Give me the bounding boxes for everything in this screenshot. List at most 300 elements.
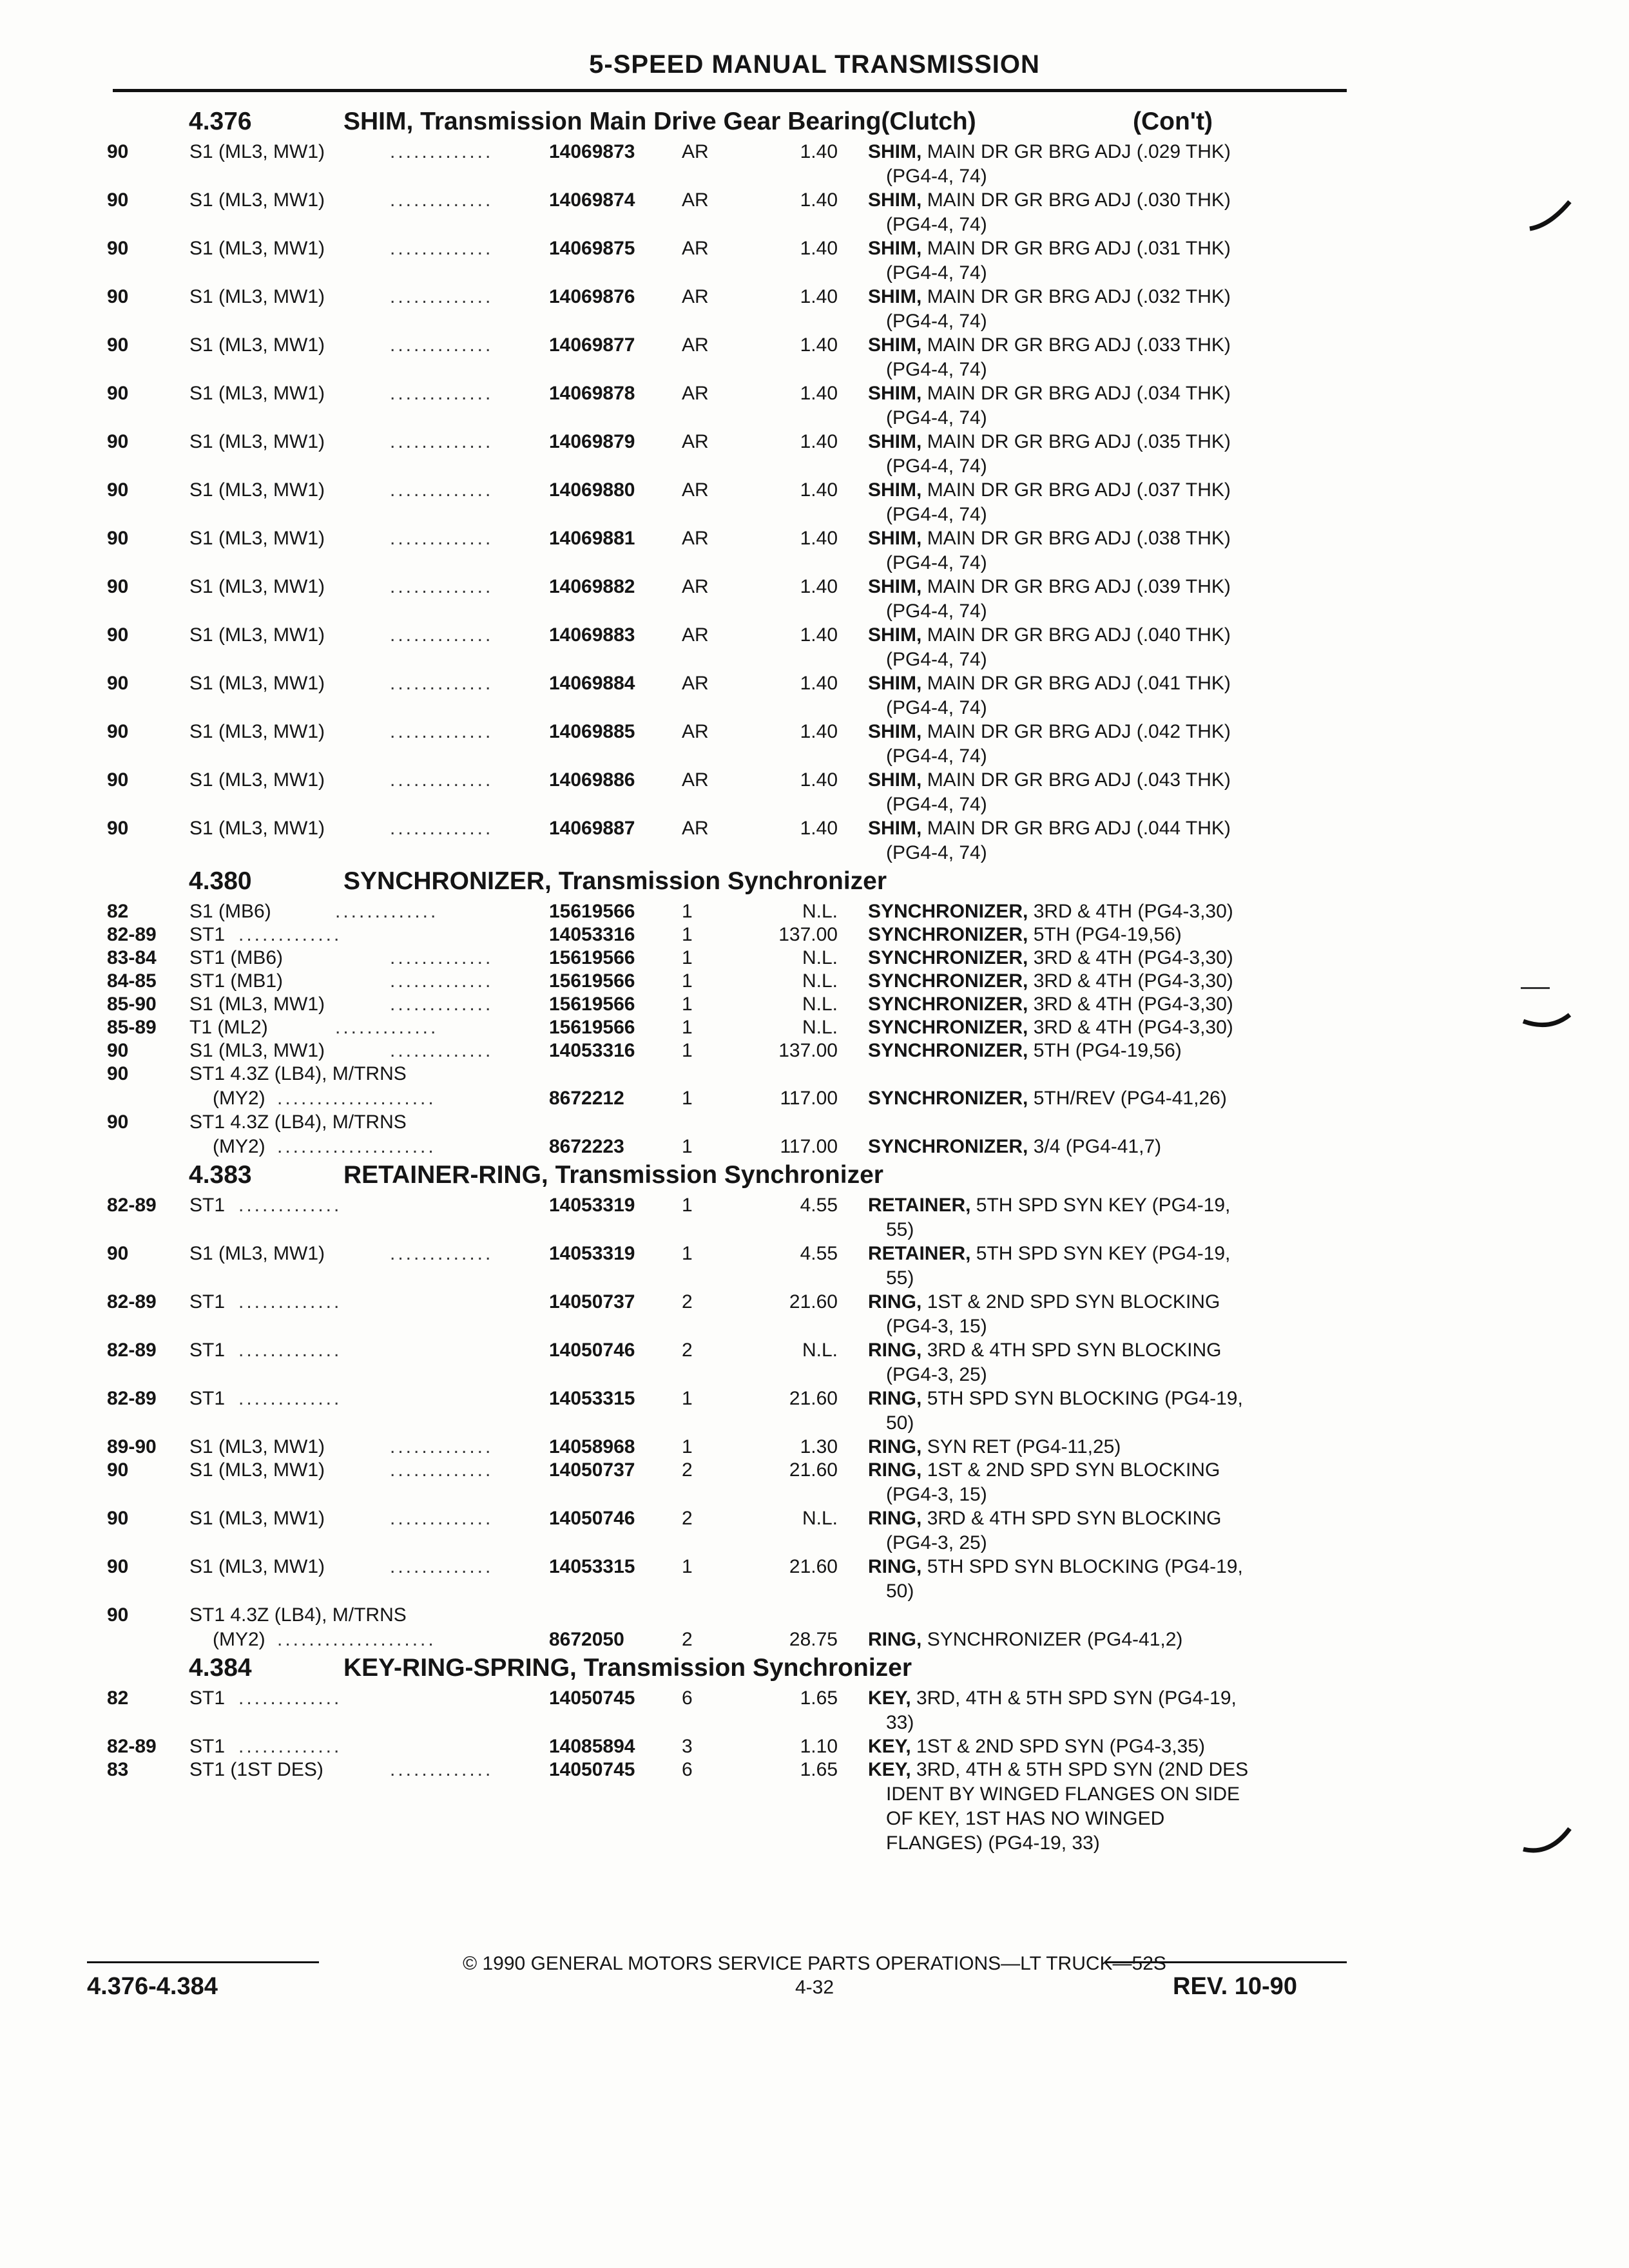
section-number: 4.376 xyxy=(189,108,252,135)
description-name: SYNCHRONIZER, xyxy=(868,947,1028,968)
model-code: ST1 (MB1) xyxy=(189,970,284,992)
description-continued: OF KEY, 1ST HAS NO WINGED xyxy=(886,1808,1165,1829)
description xyxy=(868,1243,1230,1265)
description-continued: 50) xyxy=(886,1581,914,1602)
description xyxy=(868,769,1231,791)
description-text: 5TH/REV (PG4-41,26) xyxy=(1033,1088,1227,1109)
table-row xyxy=(0,1436,1629,1459)
price: N.L. xyxy=(802,970,838,992)
year-range: 90 xyxy=(107,673,129,694)
table-row xyxy=(0,1040,1629,1063)
year-range: 85-90 xyxy=(107,994,157,1015)
description-continued: (PG4-3, 25) xyxy=(886,1364,987,1385)
model-code: S1 (ML3, MW1) xyxy=(189,673,325,694)
year-range: 82-89 xyxy=(107,924,157,945)
description xyxy=(868,528,1231,550)
part-number: 14050737 xyxy=(549,1459,635,1481)
quantity: 1 xyxy=(682,1243,693,1264)
model-code: ST1 (1ST DES) xyxy=(189,1759,323,1780)
quantity: 2 xyxy=(682,1508,693,1529)
description xyxy=(868,1508,1221,1530)
price: N.L. xyxy=(802,1017,838,1038)
table-row xyxy=(0,1604,1629,1653)
price: 1.40 xyxy=(800,431,838,452)
description-name: SHIM, xyxy=(868,576,922,597)
model-code: S1 (ML3, MW1) xyxy=(189,286,325,307)
description xyxy=(868,383,1231,405)
quantity: 3 xyxy=(682,1736,693,1757)
quantity: AR xyxy=(682,576,709,597)
part-number: 14069879 xyxy=(549,431,635,452)
description-name: SYNCHRONIZER, xyxy=(868,1017,1028,1038)
table-row xyxy=(0,1759,1629,1854)
part-number: 14069877 xyxy=(549,334,635,356)
part-number: 14069881 xyxy=(549,528,635,549)
year-range: 90 xyxy=(107,1556,129,1577)
year-range: 82-89 xyxy=(107,1388,157,1409)
price: 1.40 xyxy=(800,479,838,501)
section-number: 4.384 xyxy=(189,1654,252,1682)
model-code: S1 (ML3, MW1) xyxy=(189,1040,325,1061)
year-range: 90 xyxy=(107,576,129,597)
part-number: 14053319 xyxy=(549,1195,635,1216)
leader-dots: ............. xyxy=(390,189,494,211)
description-text: 1ST & 2ND SPD SYN BLOCKING xyxy=(927,1291,1220,1312)
price: 1.40 xyxy=(800,769,838,791)
description-text: MAIN DR GR BRG ADJ (.031 THK) xyxy=(927,238,1231,259)
price: 1.40 xyxy=(800,383,838,404)
description xyxy=(868,924,1182,946)
scan-smudge xyxy=(1521,987,1550,989)
description xyxy=(868,1291,1220,1313)
model-code: S1 (ML3, MW1) xyxy=(189,1459,325,1481)
quantity: AR xyxy=(682,383,709,404)
price: 1.40 xyxy=(800,189,838,211)
quantity: AR xyxy=(682,479,709,501)
leader-dots: ............. xyxy=(390,238,494,259)
description-name: SYNCHRONIZER, xyxy=(868,1040,1028,1061)
part-number: 14069878 xyxy=(549,383,635,404)
table-row xyxy=(0,576,1629,624)
year-range: 90 xyxy=(107,1604,129,1626)
leader-dots: .................... xyxy=(277,1629,436,1650)
section-title-bold: KEY-RING-SPRING, xyxy=(343,1654,577,1682)
description-name: KEY, xyxy=(868,1687,911,1709)
description xyxy=(868,947,1233,969)
price: N.L. xyxy=(802,947,838,968)
description-continued: (PG4-3, 15) xyxy=(886,1484,987,1505)
price: 28.75 xyxy=(789,1629,838,1650)
description xyxy=(868,189,1231,211)
leader-dots: ............. xyxy=(390,624,494,646)
model-code: ST1 4.3Z (LB4), M/TRNS xyxy=(189,1111,407,1133)
description-name: SYNCHRONIZER, xyxy=(868,924,1028,945)
leader-dots: ............. xyxy=(390,673,494,694)
price: 1.40 xyxy=(800,576,838,597)
model-code: S1 (ML3, MW1) xyxy=(189,769,325,791)
description-text: SYN RET (PG4-11,25) xyxy=(927,1436,1121,1457)
description xyxy=(868,576,1231,598)
description-name: SHIM, xyxy=(868,528,922,549)
description-name: SYNCHRONIZER, xyxy=(868,1136,1028,1157)
description-continued: (PG4-4, 74) xyxy=(886,504,987,525)
model-code: ST1 (MB6) xyxy=(189,947,284,968)
footer-revision: REV. 10-90 xyxy=(1173,1973,1297,2000)
price: 1.40 xyxy=(800,818,838,839)
part-number: 8672212 xyxy=(549,1088,624,1109)
section-number: 4.380 xyxy=(189,867,252,895)
table-row xyxy=(0,1063,1629,1111)
leader-dots: ............. xyxy=(390,431,494,452)
description-text: MAIN DR GR BRG ADJ (.040 THK) xyxy=(927,624,1231,646)
table-row xyxy=(0,1687,1629,1736)
part-number: 14050745 xyxy=(549,1759,635,1780)
model-code: S1 (ML3, MW1) xyxy=(189,528,325,549)
price: 137.00 xyxy=(778,924,838,945)
description-name: SHIM, xyxy=(868,673,922,694)
table-row xyxy=(0,1508,1629,1556)
model-code: S1 (ML3, MW1) xyxy=(189,624,325,646)
description-continued: (PG4-4, 74) xyxy=(886,456,987,477)
description-text: MAIN DR GR BRG ADJ (.033 THK) xyxy=(927,334,1231,356)
section-title-text: Transmission Main Drive Gear Bearing(Clutch) xyxy=(413,108,976,135)
year-range: 90 xyxy=(107,1063,129,1084)
year-range: 82 xyxy=(107,901,129,922)
description-text: 5TH (PG4-19,56) xyxy=(1033,924,1182,945)
part-number: 15619566 xyxy=(549,1017,635,1038)
model-code: ST1 xyxy=(189,1687,226,1709)
description xyxy=(868,673,1231,695)
description-name: SHIM, xyxy=(868,383,922,404)
description-name: RING, xyxy=(868,1436,922,1457)
price: N.L. xyxy=(802,1340,838,1361)
quantity: 6 xyxy=(682,1759,693,1780)
model-code: S1 (ML3, MW1) xyxy=(189,479,325,501)
description-continued: (PG4-3, 15) xyxy=(886,1316,987,1337)
quantity: 2 xyxy=(682,1291,693,1312)
description xyxy=(868,1759,1248,1781)
description-text: MAIN DR GR BRG ADJ (.039 THK) xyxy=(927,576,1231,597)
quantity: AR xyxy=(682,721,709,742)
price: 1.40 xyxy=(800,238,838,259)
quantity: 2 xyxy=(682,1459,693,1481)
description xyxy=(868,1195,1230,1216)
part-number: 8672050 xyxy=(549,1629,624,1650)
part-number: 14050737 xyxy=(549,1291,635,1312)
description xyxy=(868,624,1231,646)
part-number: 14053319 xyxy=(549,1243,635,1264)
year-range: 82-89 xyxy=(107,1195,157,1216)
table-row xyxy=(0,673,1629,721)
price: 1.40 xyxy=(800,286,838,307)
table-row xyxy=(0,1195,1629,1243)
leader-dots: ............. xyxy=(390,970,494,992)
quantity: AR xyxy=(682,431,709,452)
description-name: SYNCHRONIZER, xyxy=(868,994,1028,1015)
description-name: SHIM, xyxy=(868,238,922,259)
description-name: RING, xyxy=(868,1556,922,1577)
price: N.L. xyxy=(802,994,838,1015)
table-row xyxy=(0,769,1629,818)
description-text: 3/4 (PG4-41,7) xyxy=(1033,1136,1162,1157)
section-title-text: Transmission Synchronizer xyxy=(548,1161,883,1189)
year-range: 90 xyxy=(107,1459,129,1481)
part-number: 14050745 xyxy=(549,1687,635,1709)
part-number: 14069874 xyxy=(549,189,635,211)
model-code: S1 (ML3, MW1) xyxy=(189,383,325,404)
description-continued: (PG4-4, 74) xyxy=(886,601,987,622)
leader-dots: ............. xyxy=(390,528,494,549)
section-title-bold: RETAINER-RING, xyxy=(343,1161,548,1189)
table-row xyxy=(0,818,1629,866)
model-code-line2: (MY2) xyxy=(213,1136,265,1157)
year-range: 84-85 xyxy=(107,970,157,992)
description xyxy=(868,1017,1233,1039)
quantity: 1 xyxy=(682,901,693,922)
description-continued: (PG4-4, 74) xyxy=(886,552,987,573)
model-code: S1 (ML3, MW1) xyxy=(189,141,325,162)
price: 21.60 xyxy=(789,1388,838,1409)
model-code: S1 (MB6) xyxy=(189,901,271,922)
leader-dots: ............. xyxy=(390,334,494,356)
description-text: MAIN DR GR BRG ADJ (.032 THK) xyxy=(927,286,1231,307)
part-number: 14053315 xyxy=(549,1556,635,1577)
quantity: AR xyxy=(682,818,709,839)
model-code: ST1 xyxy=(189,1291,226,1312)
table-row xyxy=(0,1017,1629,1040)
year-range: 83 xyxy=(107,1759,129,1780)
quantity: AR xyxy=(682,189,709,211)
year-range: 90 xyxy=(107,1040,129,1061)
part-number: 14053316 xyxy=(549,1040,635,1061)
description-name: RING, xyxy=(868,1629,922,1650)
model-code: T1 (ML2) xyxy=(189,1017,268,1038)
description xyxy=(868,721,1231,743)
part-number: 14069875 xyxy=(549,238,635,259)
description-text: MAIN DR GR BRG ADJ (.038 THK) xyxy=(927,528,1231,549)
section-number: 4.383 xyxy=(189,1161,252,1189)
leader-dots: ............. xyxy=(390,1243,494,1264)
quantity: AR xyxy=(682,528,709,549)
table-row xyxy=(0,1459,1629,1508)
description-continued: (PG4-4, 74) xyxy=(886,842,987,863)
part-number: 14053315 xyxy=(549,1388,635,1409)
footer-page-number: 4-32 xyxy=(795,1977,834,1998)
table-row xyxy=(0,924,1629,947)
description xyxy=(868,238,1231,260)
year-range: 90 xyxy=(107,141,129,162)
year-range: 90 xyxy=(107,528,129,549)
description-name: KEY, xyxy=(868,1736,911,1757)
table-row xyxy=(0,334,1629,383)
part-number: 15619566 xyxy=(549,901,635,922)
price: 1.40 xyxy=(800,624,838,646)
description-continued: IDENT BY WINGED FLANGES ON SIDE xyxy=(886,1783,1240,1805)
description-continued: (PG4-4, 74) xyxy=(886,697,987,718)
description xyxy=(868,970,1233,992)
leader-dots: ............. xyxy=(390,1508,494,1529)
description xyxy=(868,1459,1220,1481)
parts-list xyxy=(0,106,1629,1854)
description-text: MAIN DR GR BRG ADJ (.030 THK) xyxy=(927,189,1231,211)
section-heading xyxy=(0,106,1629,141)
part-number: 15619566 xyxy=(549,994,635,1015)
year-range: 82-89 xyxy=(107,1340,157,1361)
leader-dots: ............. xyxy=(390,1436,494,1457)
description-name: SYNCHRONIZER, xyxy=(868,1088,1028,1109)
table-row xyxy=(0,141,1629,189)
description-continued: (PG4-4, 74) xyxy=(886,407,987,428)
description-text: 5TH (PG4-19,56) xyxy=(1033,1040,1182,1061)
description xyxy=(868,431,1231,453)
part-number: 14069883 xyxy=(549,624,635,646)
leader-dots: ............. xyxy=(238,924,342,945)
year-range: 82-89 xyxy=(107,1736,157,1757)
leader-dots: ............. xyxy=(390,576,494,597)
description xyxy=(868,141,1231,163)
price: 1.40 xyxy=(800,141,838,162)
part-number: 14069886 xyxy=(549,769,635,791)
description xyxy=(868,1736,1205,1758)
model-code: S1 (ML3, MW1) xyxy=(189,994,325,1015)
year-range: 90 xyxy=(107,189,129,211)
table-row xyxy=(0,1111,1629,1160)
leader-dots: .................... xyxy=(277,1088,436,1109)
price: 1.65 xyxy=(800,1759,838,1780)
description-name: SHIM, xyxy=(868,334,922,356)
description-text: MAIN DR GR BRG ADJ (.041 THK) xyxy=(927,673,1231,694)
description-text: 3RD & 4TH (PG4-3,30) xyxy=(1033,901,1233,922)
year-range: 90 xyxy=(107,431,129,452)
price: N.L. xyxy=(802,901,838,922)
binder-mark-middle xyxy=(1521,1008,1572,1047)
leader-dots: ............. xyxy=(390,994,494,1015)
description-continued: (PG4-4, 74) xyxy=(886,745,987,767)
description xyxy=(868,286,1231,308)
quantity: AR xyxy=(682,673,709,694)
leader-dots: ............. xyxy=(390,141,494,162)
section-title-text: Transmission Synchronizer xyxy=(576,1654,912,1682)
price: N.L. xyxy=(802,1508,838,1529)
year-range: 90 xyxy=(107,721,129,742)
year-range: 90 xyxy=(107,769,129,791)
quantity: AR xyxy=(682,238,709,259)
description-name: RING, xyxy=(868,1291,922,1312)
leader-dots: ............. xyxy=(390,383,494,404)
table-row xyxy=(0,1736,1629,1759)
description-continued: 55) xyxy=(886,1267,914,1289)
page-title: 5-SPEED MANUAL TRANSMISSION xyxy=(589,50,1040,79)
price: 1.65 xyxy=(800,1687,838,1709)
year-range: 85-89 xyxy=(107,1017,157,1038)
year-range: 82-89 xyxy=(107,1291,157,1312)
description-text: 3RD & 4TH SPD SYN BLOCKING xyxy=(927,1340,1222,1361)
description-name: SHIM, xyxy=(868,141,922,162)
description-name: SHIM, xyxy=(868,431,922,452)
model-code: S1 (ML3, MW1) xyxy=(189,1508,325,1529)
table-row xyxy=(0,624,1629,673)
description-name: KEY, xyxy=(868,1759,911,1780)
leader-dots: ............. xyxy=(390,818,494,839)
section-heading xyxy=(0,1160,1629,1195)
part-number: 15619566 xyxy=(549,970,635,992)
model-code: S1 (ML3, MW1) xyxy=(189,721,325,742)
description-name: RING, xyxy=(868,1340,922,1361)
section-heading xyxy=(0,866,1629,901)
description-continued: (PG4-4, 74) xyxy=(886,262,987,284)
part-number: 14069885 xyxy=(549,721,635,742)
year-range: 83-84 xyxy=(107,947,157,968)
description-text: 3RD & 4TH (PG4-3,30) xyxy=(1033,1017,1233,1038)
description xyxy=(868,1687,1237,1709)
part-number: 14069884 xyxy=(549,673,635,694)
quantity: AR xyxy=(682,141,709,162)
leader-dots: .................... xyxy=(277,1136,436,1157)
quantity: 6 xyxy=(682,1687,693,1709)
leader-dots: ............. xyxy=(390,721,494,742)
section-title xyxy=(343,867,887,896)
table-row xyxy=(0,1388,1629,1436)
model-code: S1 (ML3, MW1) xyxy=(189,334,325,356)
price: 117.00 xyxy=(780,1088,838,1109)
price: 137.00 xyxy=(778,1040,838,1061)
description-continued: 50) xyxy=(886,1412,914,1434)
section-continued: (Con't) xyxy=(1133,108,1213,135)
year-range: 90 xyxy=(107,479,129,501)
year-range: 90 xyxy=(107,624,129,646)
description xyxy=(868,1340,1221,1361)
description-continued: 55) xyxy=(886,1219,914,1240)
model-code-line2: (MY2) xyxy=(213,1629,265,1650)
model-code: S1 (ML3, MW1) xyxy=(189,818,325,839)
description-text: 5TH SPD SYN KEY (PG4-19, xyxy=(976,1195,1231,1216)
quantity: 1 xyxy=(682,1388,693,1409)
table-row xyxy=(0,947,1629,970)
description-text: 3RD, 4TH & 5TH SPD SYN (2ND DES xyxy=(916,1759,1249,1780)
model-code: ST1 xyxy=(189,1388,226,1409)
table-row xyxy=(0,1340,1629,1388)
description-name: SHIM, xyxy=(868,818,922,839)
description-text: 1ST & 2ND SPD SYN BLOCKING xyxy=(927,1459,1220,1481)
description-text: MAIN DR GR BRG ADJ (.043 THK) xyxy=(927,769,1231,791)
leader-dots: ............. xyxy=(390,1759,494,1780)
year-range: 90 xyxy=(107,1508,129,1529)
table-row xyxy=(0,528,1629,576)
description xyxy=(868,1388,1243,1410)
quantity: 1 xyxy=(682,1040,693,1061)
description-text: 5TH SPD SYN BLOCKING (PG4-19, xyxy=(927,1556,1243,1577)
description-text: 3RD, 4TH & 5TH SPD SYN (PG4-19, xyxy=(916,1687,1237,1709)
price: 1.40 xyxy=(800,721,838,742)
description xyxy=(868,479,1231,501)
leader-dots: ............. xyxy=(335,901,439,922)
description-text: MAIN DR GR BRG ADJ (.034 THK) xyxy=(927,383,1231,404)
quantity: 1 xyxy=(682,924,693,945)
description xyxy=(868,818,1231,840)
description xyxy=(868,1629,1182,1651)
table-row xyxy=(0,189,1629,238)
description-name: SYNCHRONIZER, xyxy=(868,970,1028,992)
model-code: S1 (ML3, MW1) xyxy=(189,1243,325,1264)
price: 21.60 xyxy=(789,1459,838,1481)
leader-dots: ............. xyxy=(390,769,494,791)
quantity: 1 xyxy=(682,947,693,968)
table-row xyxy=(0,1243,1629,1291)
description-name: SHIM, xyxy=(868,479,922,501)
leader-dots: ............. xyxy=(238,1736,342,1757)
price: 117.00 xyxy=(780,1136,838,1157)
leader-dots: ............. xyxy=(238,1388,342,1409)
